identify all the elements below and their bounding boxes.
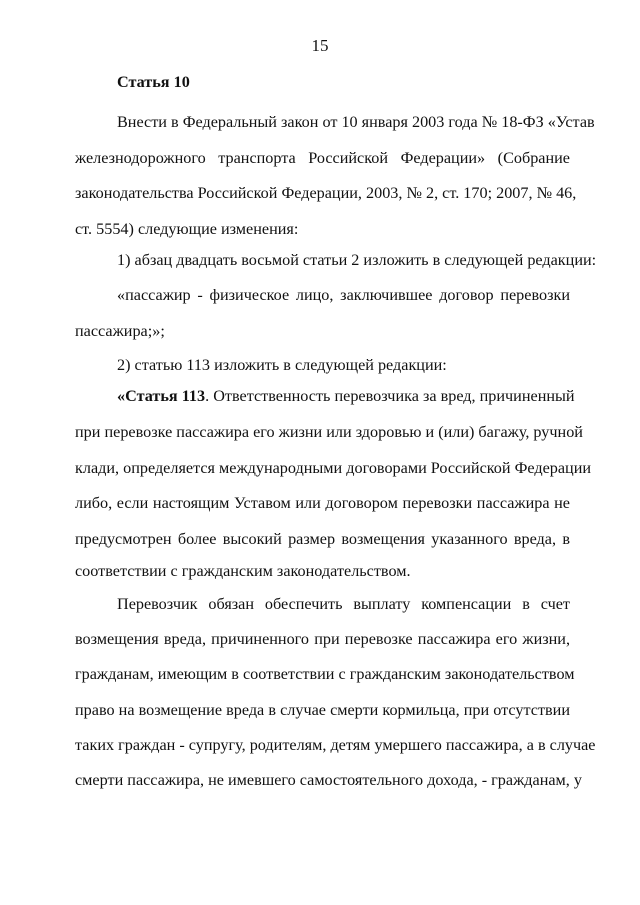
paragraph-line: «пассажир - физическое лицо, заключившее договор перевозки — [117, 286, 570, 304]
paragraph-line: пассажира;»; — [75, 322, 165, 340]
page-number: 15 — [311, 36, 329, 55]
paragraph-line: 1) абзац двадцать восьмой статьи 2 изложить в следующей редакции: — [117, 251, 597, 269]
article-113-text: . Ответственность перевозчика за вред, причиненный — [205, 387, 575, 405]
paragraph-line: при перевозке пассажира его жизни или здоровью и (или) багажу, ручной — [75, 423, 583, 441]
paragraph-line: возмещения вреда, причиненного при перевозке пассажира его жизни, — [75, 630, 570, 648]
paragraph-line: Перевозчик обязан обеспечить выплату компенсации в счет — [117, 595, 570, 613]
paragraph-line: железнодорожного транспорта Российской Федерации» (Собрание — [75, 149, 570, 167]
paragraph-line: Внести в Федеральный закон от 10 января 2003 года № 18-ФЗ «Устав — [117, 113, 595, 131]
article-heading: Статья 10 — [117, 73, 190, 91]
paragraph-line: соответствии с гражданским законодательством. — [75, 562, 411, 580]
paragraph-line: смерти пассажира, не имевшего самостоятельного дохода, - гражданам, у — [75, 771, 582, 789]
paragraph-line: таких граждан - супругу, родителям, детям умершего пассажира, а в случае — [75, 736, 596, 754]
paragraph-line: гражданам, имеющим в соответствии с гражданским законодательством — [75, 665, 575, 683]
paragraph-line — [117, 386, 575, 406]
paragraph-line: либо, если настоящим Уставом или договором перевозки пассажира не — [75, 494, 570, 512]
paragraph-line: законодательства Российской Федерации, 2003, № 2, ст. 170; 2007, № 46, — [75, 184, 577, 202]
paragraph-line: право на возмещение вреда в случае смерти кормильца, при отсутствии — [75, 701, 570, 719]
paragraph-line: 2) статью 113 изложить в следующей редакции: — [117, 356, 447, 374]
paragraph-line: предусмотрен более высокий размер возмещения указанного вреда, в — [75, 530, 570, 548]
article-113-title: «Статья 113 — [117, 387, 206, 405]
paragraph-line: клади, определяется международными договорами Российской Федерации — [75, 459, 592, 477]
paragraph-line: ст. 5554) следующие изменения: — [75, 220, 299, 238]
